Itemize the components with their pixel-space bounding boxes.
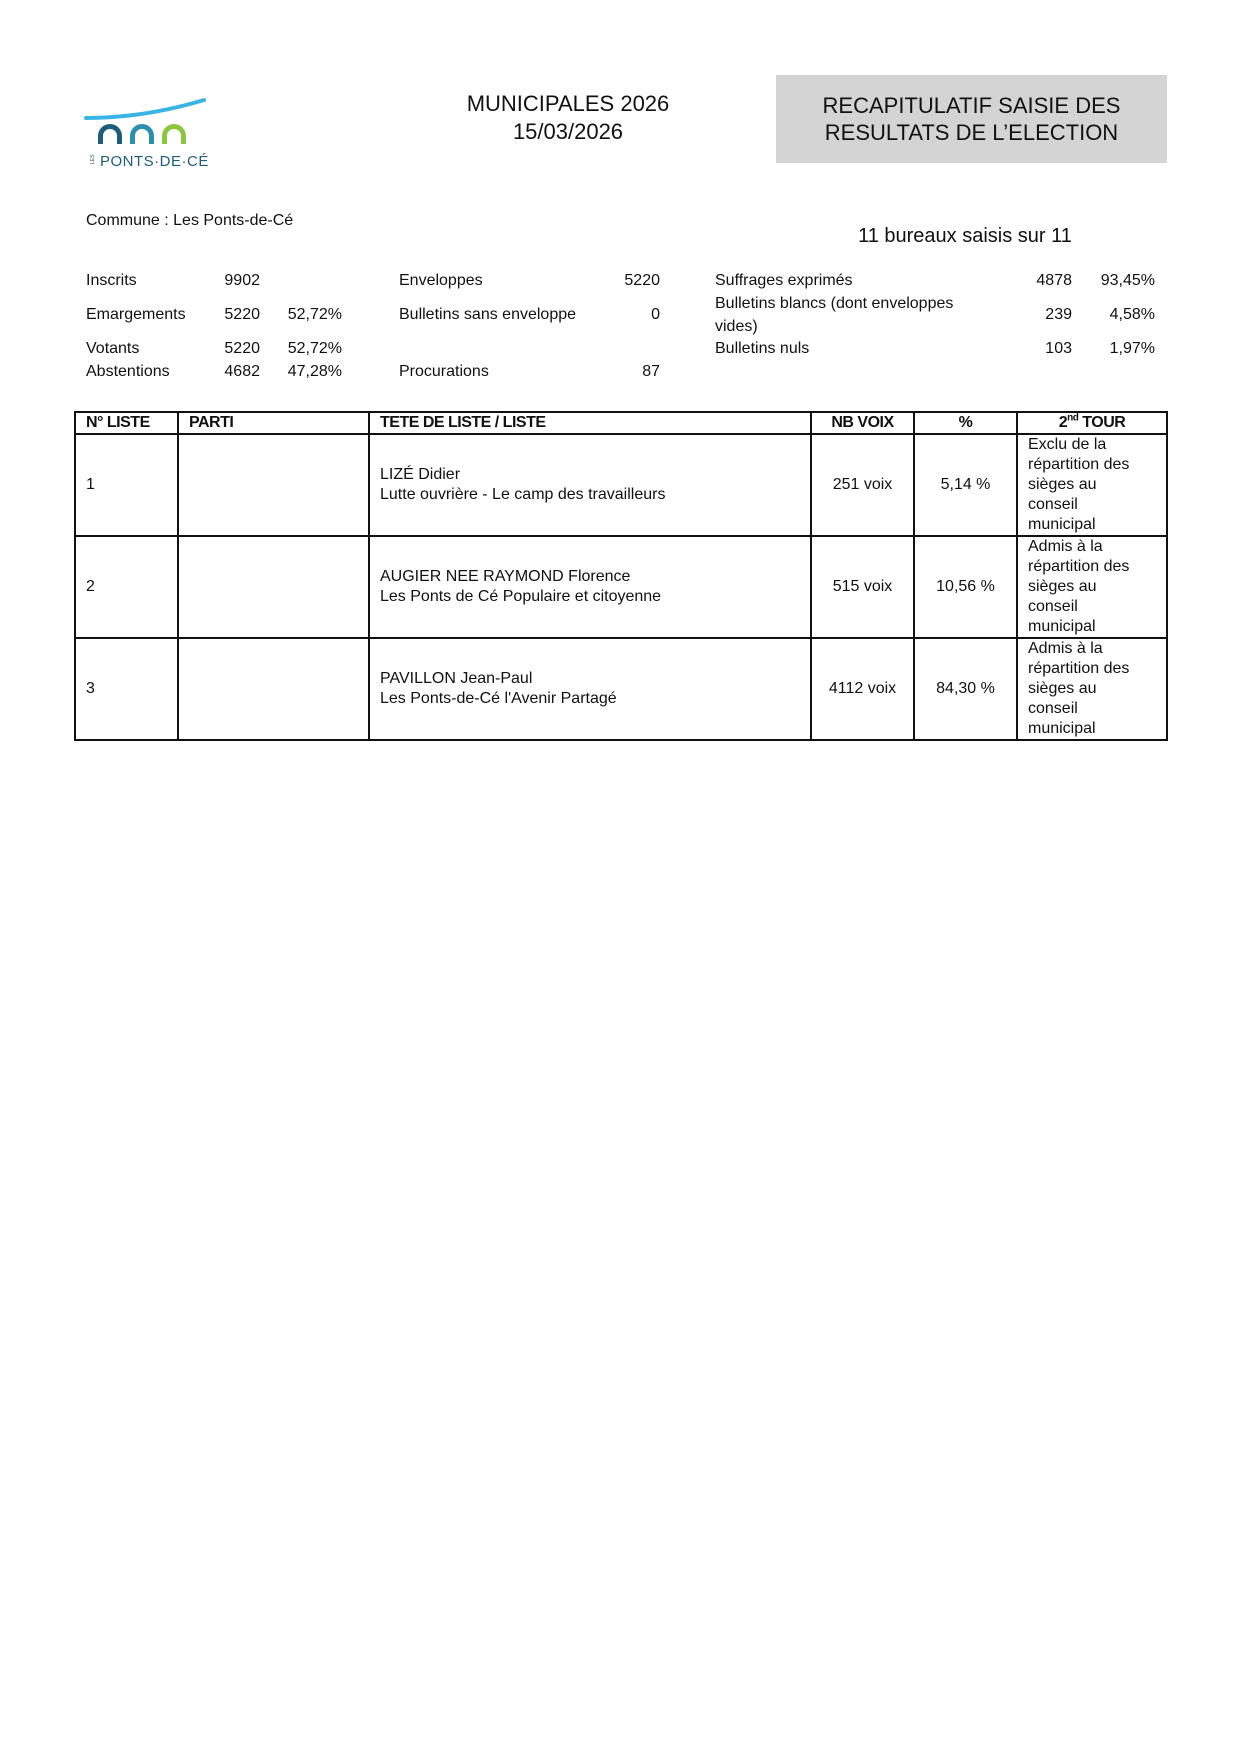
stat-label: Procurations [399,363,489,380]
tour-line: Admis à la [1028,538,1103,555]
tour-line: conseil [1028,598,1078,615]
tour-line: municipal [1028,720,1096,737]
stat-value: 5220 [224,306,260,323]
stat-pct: 52,72% [287,306,342,323]
tete-de-liste-name: LIZÉ Didier [380,466,461,483]
commune-label: Commune : Les Ponts-de-Cé [86,212,294,229]
election-title-line1: MUNICIPALES 2026 [466,91,670,116]
tour-line: Admis à la [1028,640,1103,657]
stat-value: 103 [1045,340,1072,357]
table-row [75,536,1167,638]
tour-label: TOUR [1078,414,1126,431]
stat-label: Bulletins nuls [715,340,810,357]
election-title [400,90,736,146]
tour-line: répartition des [1028,660,1130,677]
row-parti [178,434,369,536]
stat-value: 5220 [224,340,260,357]
election-date: 15/03/2026 [512,119,624,144]
stat-label: Votants [86,340,140,357]
row-tete-de-liste [369,638,811,740]
row-second-tour [1017,434,1167,536]
stat-pct: 93,45% [1100,272,1155,289]
recap-title-line2: RESULTATS DE L’ELECTION [824,120,1119,145]
stat-label: Suffrages exprimés [715,272,853,289]
svg-text:LES: LES [90,154,96,164]
stat-pct: 52,72% [287,340,342,357]
stat-pct: 47,28% [287,363,342,380]
col-header-pct: % [914,412,1017,434]
row-number: 2 [75,536,178,638]
row-parti [178,536,369,638]
liste-name: Les Ponts-de-Cé l'Avenir Partagé [380,690,617,707]
tour-line: municipal [1028,618,1096,635]
row-number: 1 [75,434,178,536]
col-header-tour [1017,412,1167,434]
table-header-row [75,412,1167,434]
row-pct: 10,56 % [914,536,1017,638]
row-pct: 5,14 % [914,434,1017,536]
liste-name: Lutte ouvrière - Le camp des travailleurs [380,486,666,503]
bureaux-count: 11 bureaux saisis sur 11 [858,225,1072,247]
stat-label: vides) [715,318,758,335]
tour-number: 2 [1058,414,1068,431]
tour-line: sièges au [1028,578,1097,595]
row-tete-de-liste [369,536,811,638]
tete-de-liste-name: PAVILLON Jean-Paul [380,670,533,687]
recap-title-box [776,75,1167,163]
col-header-voix: NB VOIX [811,412,914,434]
col-header-parti: PARTI [178,412,369,434]
tour-suffix: nd [1067,412,1079,424]
ponts-de-ce-logo [84,96,214,176]
tour-line: Exclu de la [1028,436,1107,453]
stat-value: 87 [642,363,660,380]
tour-line: sièges au [1028,476,1097,493]
row-voix: 515 voix [811,536,914,638]
row-number: 3 [75,638,178,740]
stat-value: 239 [1045,306,1072,323]
stat-label: Abstentions [86,363,170,380]
tete-de-liste-name: AUGIER NEE RAYMOND Florence [380,568,631,585]
row-second-tour [1017,536,1167,638]
tour-line: conseil [1028,700,1078,717]
row-tete-de-liste [369,434,811,536]
tour-line: répartition des [1028,558,1130,575]
stat-label: Bulletins blancs (dont enveloppes [715,295,954,312]
stat-value: 9902 [224,272,260,289]
recap-title-line1: RECAPITULATIF SAISIE DES [822,93,1121,118]
row-voix: 251 voix [811,434,914,536]
stat-value: 4682 [224,363,260,380]
tour-line: sièges au [1028,680,1097,697]
tour-line: conseil [1028,496,1078,513]
stat-value: 4878 [1036,272,1072,289]
stat-label: Bulletins sans enveloppe [399,306,577,323]
row-parti [178,638,369,740]
stat-value: 5220 [624,272,660,289]
stat-pct: 1,97% [1109,340,1155,357]
table-row [75,638,1167,740]
col-header-tete: TETE DE LISTE / LISTE [369,412,811,434]
tour-line: répartition des [1028,456,1130,473]
stat-value: 0 [651,306,660,323]
stat-pct: 4,58% [1109,306,1155,323]
tour-line: municipal [1028,516,1096,533]
svg-text:PONTS·DE·CÉ: PONTS·DE·CÉ [100,153,209,170]
stat-label: Enveloppes [399,272,483,289]
results-table [74,411,1168,741]
stat-label: Emargements [86,306,186,323]
row-pct: 84,30 % [914,638,1017,740]
col-header-liste: N° LISTE [75,412,178,434]
stat-label: Inscrits [86,272,137,289]
row-voix: 4112 voix [811,638,914,740]
liste-name: Les Ponts de Cé Populaire et citoyenne [380,588,662,605]
table-row [75,434,1167,536]
row-second-tour [1017,638,1167,740]
